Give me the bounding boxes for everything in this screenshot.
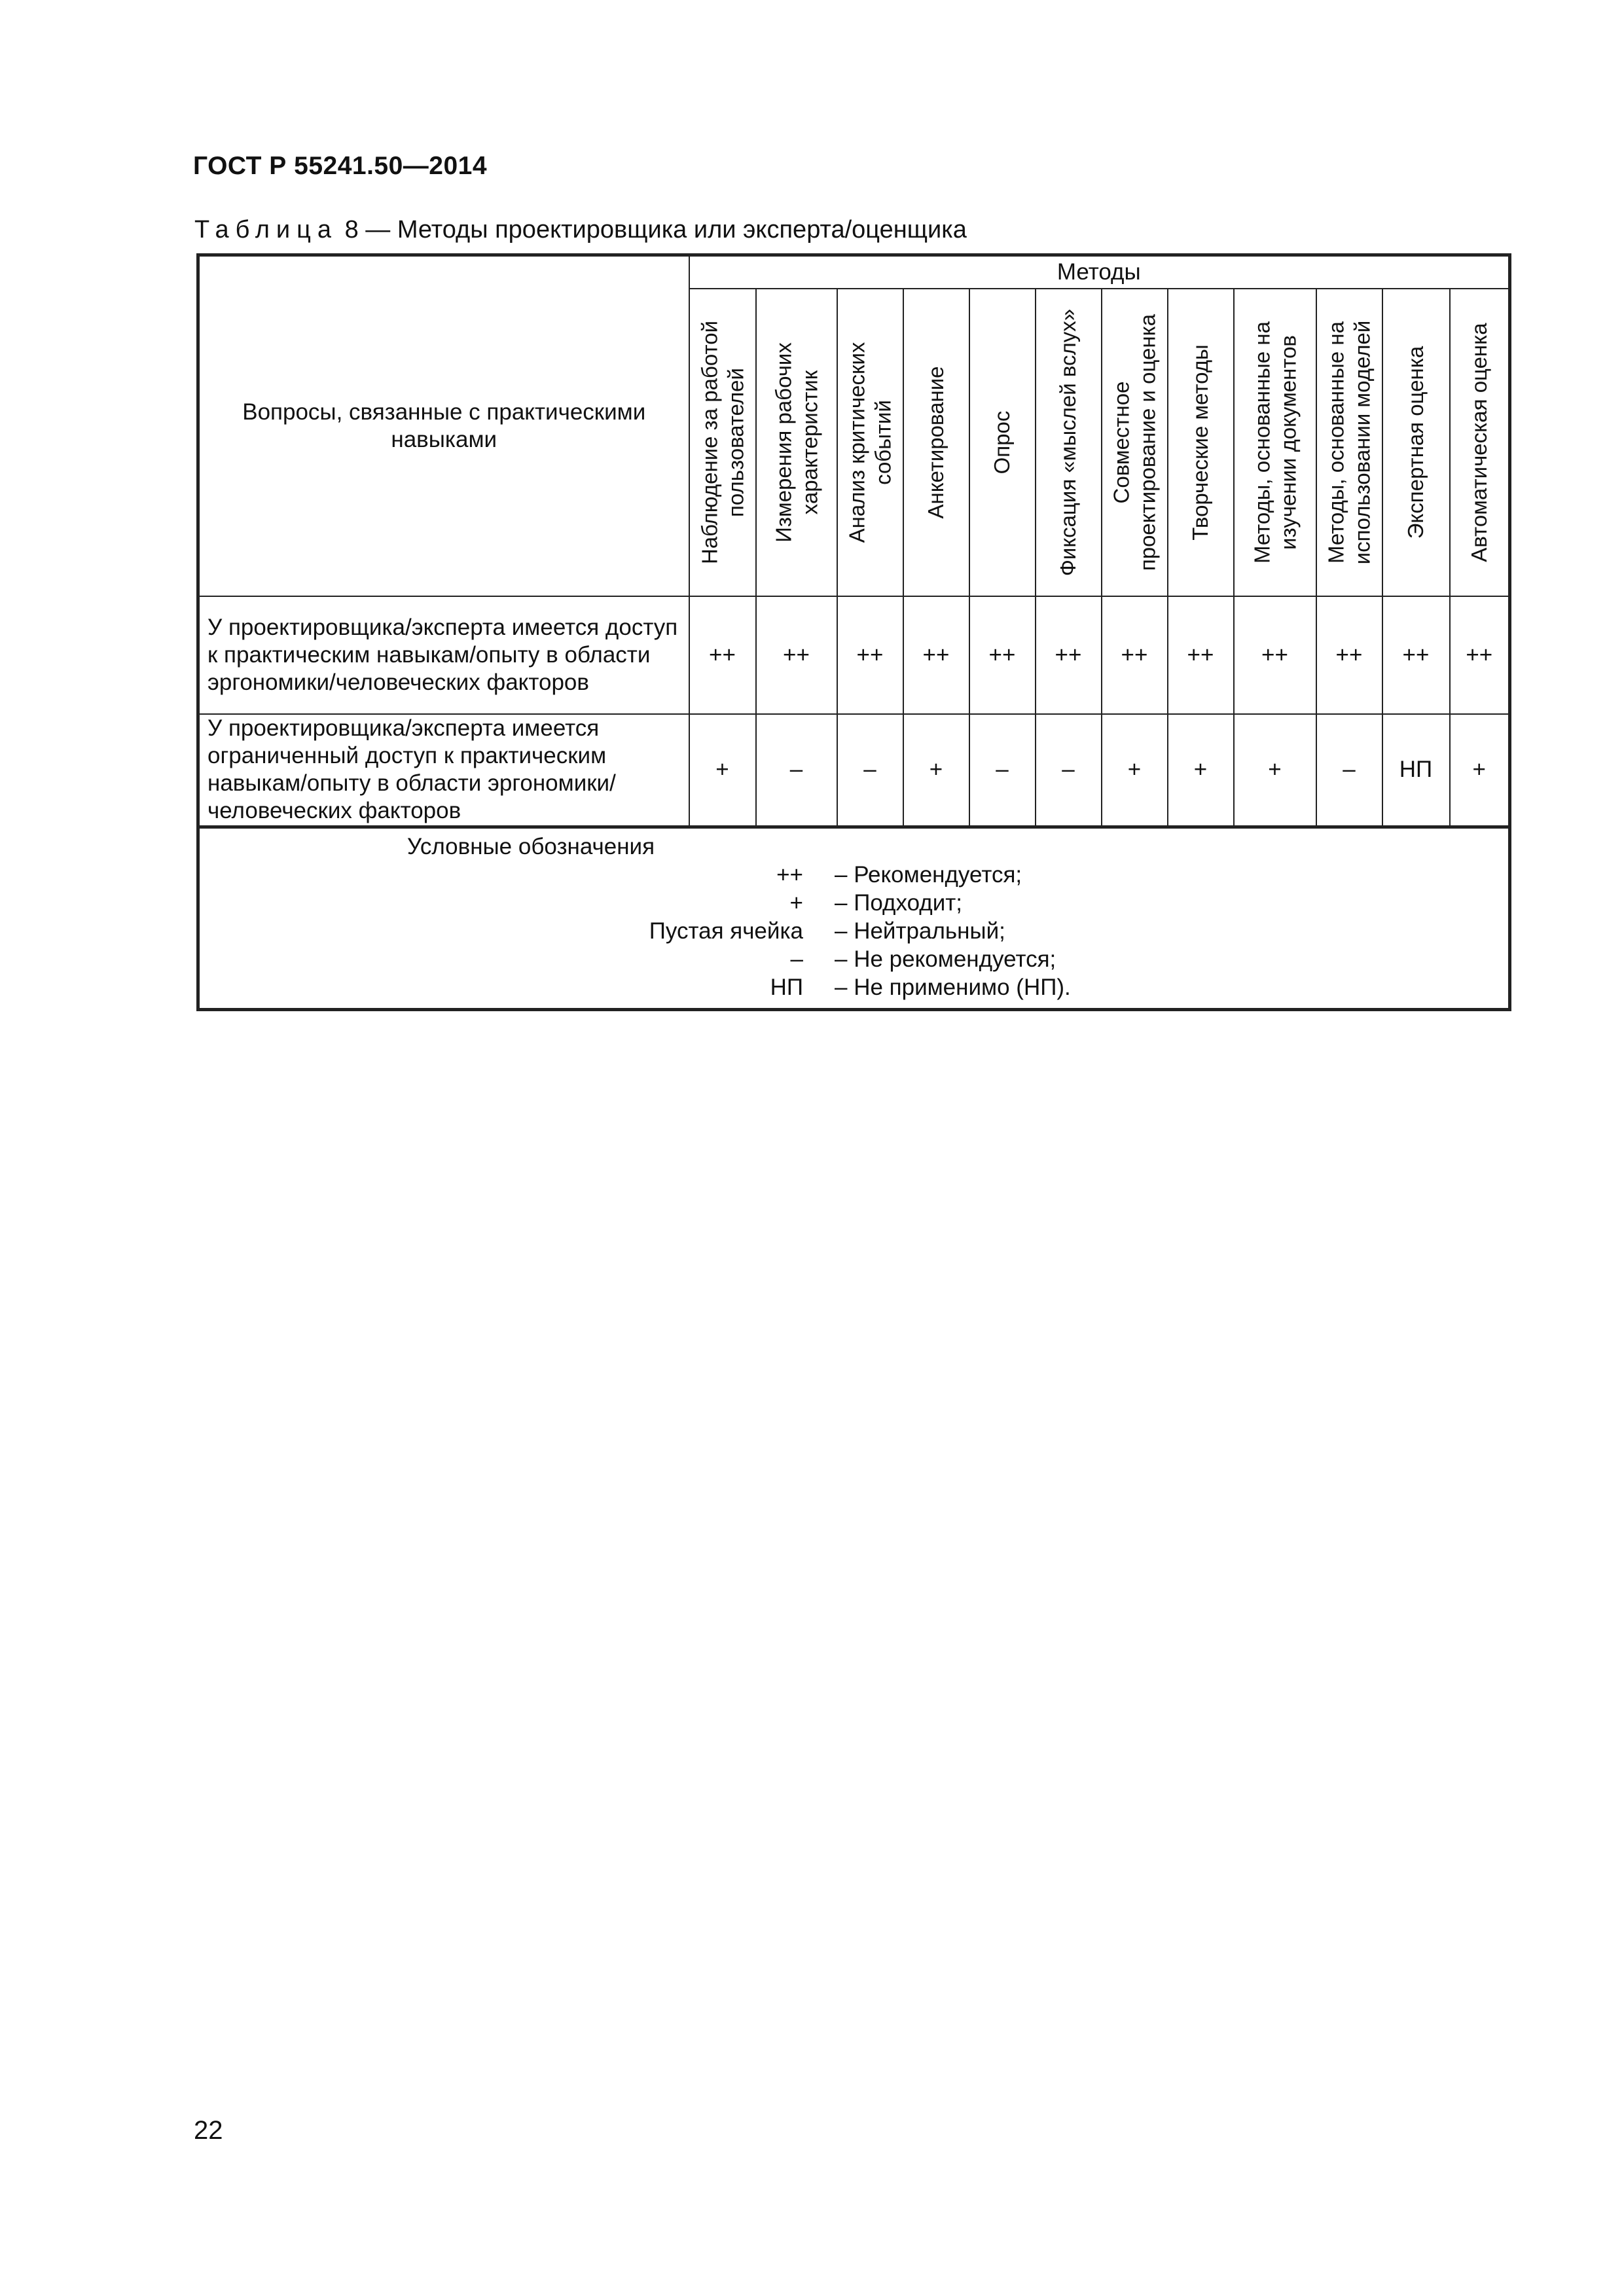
- rating-cell: ++: [1234, 596, 1316, 714]
- rating-cell: +: [1450, 714, 1510, 827]
- rating-cell: ++: [689, 596, 756, 714]
- method-header: [1168, 289, 1234, 596]
- method-label: Совместное проектирование и оценка: [1109, 314, 1159, 571]
- legend-description: – Рекомендуется;: [835, 861, 1022, 888]
- rating-cell: –: [837, 714, 903, 827]
- rating-cell: ++: [969, 596, 1036, 714]
- rating-cell: –: [756, 714, 837, 827]
- rating-cell: ++: [1382, 596, 1450, 714]
- rating-cell: ++: [756, 596, 837, 714]
- rating-cell: +: [1234, 714, 1316, 827]
- legend-symbol: ++: [776, 861, 803, 888]
- legend-description: – Не применимо (НП).: [835, 974, 1071, 1000]
- method-label: Опрос: [990, 410, 1015, 475]
- rating-cell: ++: [903, 596, 969, 714]
- methods-table: [196, 253, 1511, 1011]
- method-header: [689, 289, 756, 596]
- page-number: 22: [194, 2116, 223, 2145]
- question-cell: У проектировщика/эксперта имеется ограниченный доступ к практическим навыкам/опыту в области эргономики/человеческих факторов: [198, 714, 689, 827]
- method-label: Анализ критических событий: [844, 342, 895, 543]
- question-cell: У проектировщика/эксперта имеется доступ к практическим навыкам/опыту в области эргономики/человеческих факторов: [198, 596, 689, 714]
- method-header: [1450, 289, 1510, 596]
- method-label: Автоматическая оценка: [1466, 323, 1491, 562]
- method-header: [837, 289, 903, 596]
- legend-item: [200, 945, 1508, 973]
- method-header: [756, 289, 837, 596]
- method-header: [969, 289, 1036, 596]
- legend-item: [200, 917, 1508, 945]
- rating-cell: ++: [1316, 596, 1382, 714]
- legend-symbol: +: [789, 889, 803, 916]
- legend-description: – Нейтральный;: [835, 918, 1005, 944]
- document-code: ГОСТ Р 55241.50—2014: [193, 152, 488, 180]
- legend-item: [200, 861, 1508, 889]
- table-caption: [194, 216, 967, 244]
- method-header: [1316, 289, 1382, 596]
- rating-cell: ++: [1450, 596, 1510, 714]
- rating-cell: +: [903, 714, 969, 827]
- method-label: Методы, основанные на использовании моделей: [1324, 320, 1374, 565]
- caption-label: Таблица: [194, 216, 338, 243]
- rating-cell: ++: [837, 596, 903, 714]
- method-label: Методы, основанные на изучении документов: [1249, 321, 1300, 564]
- methods-header: Методы: [689, 255, 1510, 289]
- method-label: Творческие методы: [1188, 344, 1213, 541]
- rating-cell: –: [1316, 714, 1382, 827]
- legend: [198, 827, 1510, 1009]
- rating-cell: +: [1168, 714, 1234, 827]
- legend-item: [200, 889, 1508, 917]
- method-header: [1036, 289, 1102, 596]
- method-header: [1102, 289, 1168, 596]
- rating-cell: НП: [1382, 714, 1450, 827]
- method-label: Фиксация «мыслей вслух»: [1056, 308, 1081, 577]
- rating-cell: ++: [1102, 596, 1168, 714]
- method-label: Анкетирование: [924, 366, 948, 519]
- method-header: [1234, 289, 1316, 596]
- caption-number: 8: [344, 216, 359, 243]
- rating-cell: –: [1036, 714, 1102, 827]
- rating-cell: –: [969, 714, 1036, 827]
- legend-description: – Подходит;: [835, 889, 962, 916]
- rating-cell: +: [689, 714, 756, 827]
- legend-title: Условные обозначения: [406, 833, 655, 859]
- questions-header: Вопросы, связанные с практическими навыками: [198, 255, 689, 597]
- legend-item: [200, 973, 1508, 1001]
- legend-description: – Не рекомендуется;: [835, 946, 1056, 972]
- method-header: [1382, 289, 1450, 596]
- method-label: Измерения рабочих характеристик: [770, 342, 821, 543]
- method-label: Экспертная оценка: [1403, 346, 1428, 539]
- legend-symbol: Пустая ячейка: [649, 918, 803, 944]
- legend-row: [198, 827, 1510, 1009]
- table-row: [198, 596, 1510, 714]
- method-label: Наблюдение за работой пользователей: [696, 320, 748, 565]
- method-header: [903, 289, 969, 596]
- table-row: [198, 714, 1510, 827]
- rating-cell: ++: [1036, 596, 1102, 714]
- caption-text: — Методы проектировщика или эксперта/оценщика: [365, 216, 967, 243]
- legend-symbol: НП: [770, 974, 803, 1000]
- legend-symbol: –: [790, 946, 803, 972]
- rating-cell: ++: [1168, 596, 1234, 714]
- rating-cell: +: [1102, 714, 1168, 827]
